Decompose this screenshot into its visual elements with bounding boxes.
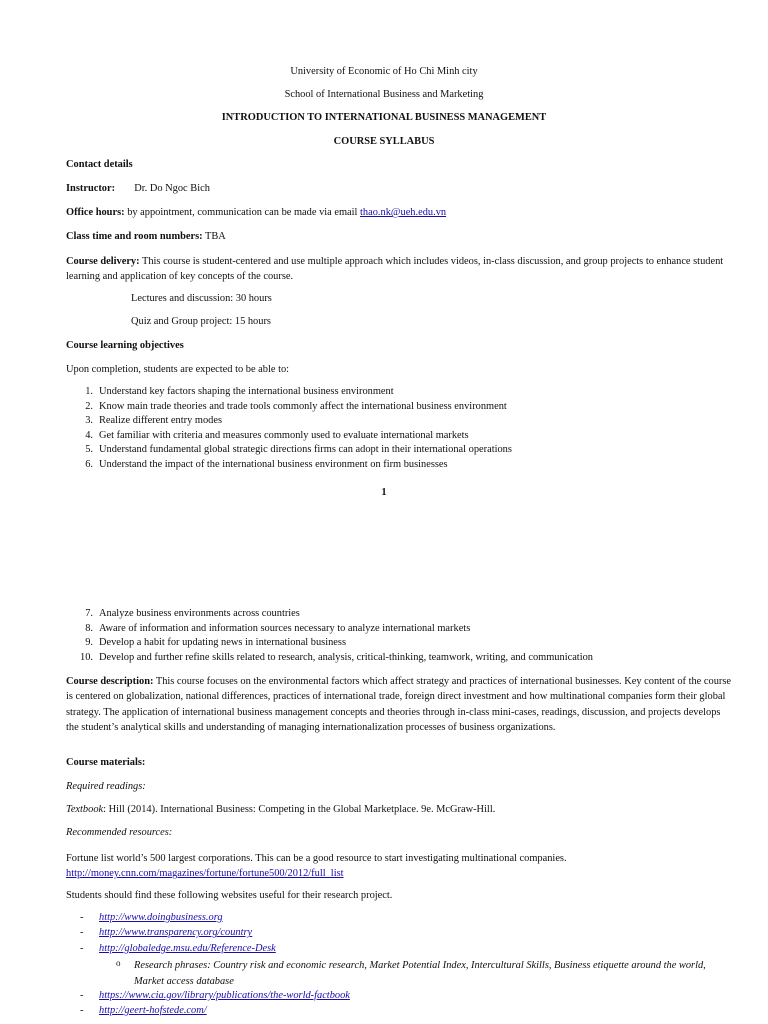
objectives-list [66, 386, 716, 474]
school-name: School of International Business and Marketing [284, 89, 484, 100]
sub-bullet-icon: o [116, 957, 121, 968]
course-delivery-label: Course delivery: [66, 256, 140, 267]
course-description-paragraph [66, 674, 732, 735]
textbook-label: Textbook [66, 804, 104, 815]
instructor-value: Dr. Do Ngoc Bich [134, 183, 210, 194]
list-item: 2. Know main trade theories and trade tools commonly affect the international business environment [85, 400, 507, 412]
course-delivery-text: This course is student-centered and use multiple approach which includes videos, in-class discussion, and group projects to enhance student learning and application of key concepts of the course. [66, 256, 724, 283]
class-time-value: TBA [202, 231, 226, 242]
course-description-text: This course focuses on the environmental factors which affect strategy and practices of international businesses. Key content of the course is centered on globalization, national differences, practices of international trade, foreign direct investment and how multinational companies form their global strategy. The application of international business management concepts and theories through in-class mini-cases, readings, discussion, and projects develops the student’s analytical skills and understanding of managing internationalization processes of business organizations. [66, 676, 732, 733]
fortune-link[interactable]: http://money.cnn.com/magazines/fortune/fortune500/2012/full_list [66, 868, 344, 880]
fortune-text: Fortune list world’s 500 largest corporations. This can be a good resource to start investigating multinational companies. [66, 853, 567, 864]
list-item: 3. Realize different entry modes [85, 415, 223, 427]
textbook-text: : Hill (2014). International Business: Competing in the Global Marketplace. 9e. McGraw-Hill. [103, 804, 496, 815]
instructor-label: Instructor: [66, 183, 116, 194]
website-link[interactable]: http://www.doingbusiness.org [99, 912, 223, 923]
list-item: 6. Understand the impact of the international business environment on firm businesses [85, 458, 448, 470]
contact-heading: Contact details [66, 159, 133, 170]
instructor-line [66, 183, 210, 194]
course-delivery-paragraph [66, 254, 732, 285]
list-item: 10. Develop and further refine skills related to research, analysis, critical-thinking, teamwork, writing, and communication [80, 651, 593, 663]
list-item: 5. Understand fundamental global strategic directions firms can adopt in their international operations [85, 444, 512, 456]
quiz-hours: Quiz and Group project: 15 hours [131, 316, 271, 327]
document-title: COURSE SYLLABUS [333, 136, 435, 147]
list-item: 4. Get familiar with criteria and measures commonly used to evaluate international markets [85, 429, 469, 441]
research-phrases: Research phrases: Country risk and economic research, Market Potential Index, Intercultural Skills, Business etiquette around the world, Market access database [134, 959, 706, 987]
list-item: 7. Analyze business environments across countries [85, 608, 300, 619]
office-hours-value: by appointment, communication can be made via email [124, 207, 361, 218]
course-description-label: Course description: [66, 676, 154, 687]
email-link[interactable]: thao.nk@ueh.edu.vn [360, 207, 447, 218]
objectives-list-continued [66, 608, 716, 666]
class-time-line [66, 231, 226, 242]
website-link[interactable]: http://www.transparency.org/country [99, 927, 253, 939]
fortune-paragraph [66, 851, 732, 882]
list-item: - http://globaledge.msu.edu/Reference-Desk [80, 942, 276, 954]
list-item: - http://geert-hofstede.com/ [80, 1005, 207, 1017]
required-readings: Required readings: [66, 781, 146, 792]
website-link[interactable]: http://globaledge.msu.edu/Reference-Desk [99, 942, 276, 954]
objectives-intro: Upon completion, students are expected to be able to: [66, 364, 290, 375]
course-title: INTRODUCTION TO INTERNATIONAL BUSINESS MANAGEMENT [221, 112, 547, 123]
list-item: - https://www.cia.gov/library/publications/the-world-factbook [80, 989, 350, 1001]
textbook-line [66, 804, 495, 815]
recommended-resources: Recommended resources: [66, 827, 173, 838]
lectures-hours: Lectures and discussion: 30 hours [131, 293, 272, 304]
list-item: 8. Aware of information and information sources necessary to analyze international markets [85, 622, 471, 634]
office-hours-label: Office hours: [66, 207, 125, 218]
website-link[interactable]: https://www.cia.gov/library/publications/the-world-factbook [99, 989, 350, 1001]
list-item: 1. Understand key factors shaping the international business environment [85, 386, 394, 397]
list-item [66, 958, 732, 990]
university-name: University of Economic of Ho Chi Minh city [290, 66, 478, 77]
websites-intro: Students should find these following websites useful for their research project. [66, 890, 393, 901]
class-time-label: Class time and room numbers: [66, 231, 203, 242]
page-number: 1 [381, 487, 387, 498]
office-hours-line [66, 207, 446, 218]
list-item: - http://www.transparency.org/country [80, 927, 253, 939]
materials-heading: Course materials: [66, 757, 146, 768]
list-item: 9. Develop a habit for updating news in international business [85, 637, 347, 649]
objectives-heading: Course learning objectives [66, 340, 184, 351]
website-link[interactable]: http://geert-hofstede.com/ [99, 1005, 207, 1017]
list-item: - http://www.doingbusiness.org [80, 912, 223, 923]
websites-list [66, 912, 732, 1020]
